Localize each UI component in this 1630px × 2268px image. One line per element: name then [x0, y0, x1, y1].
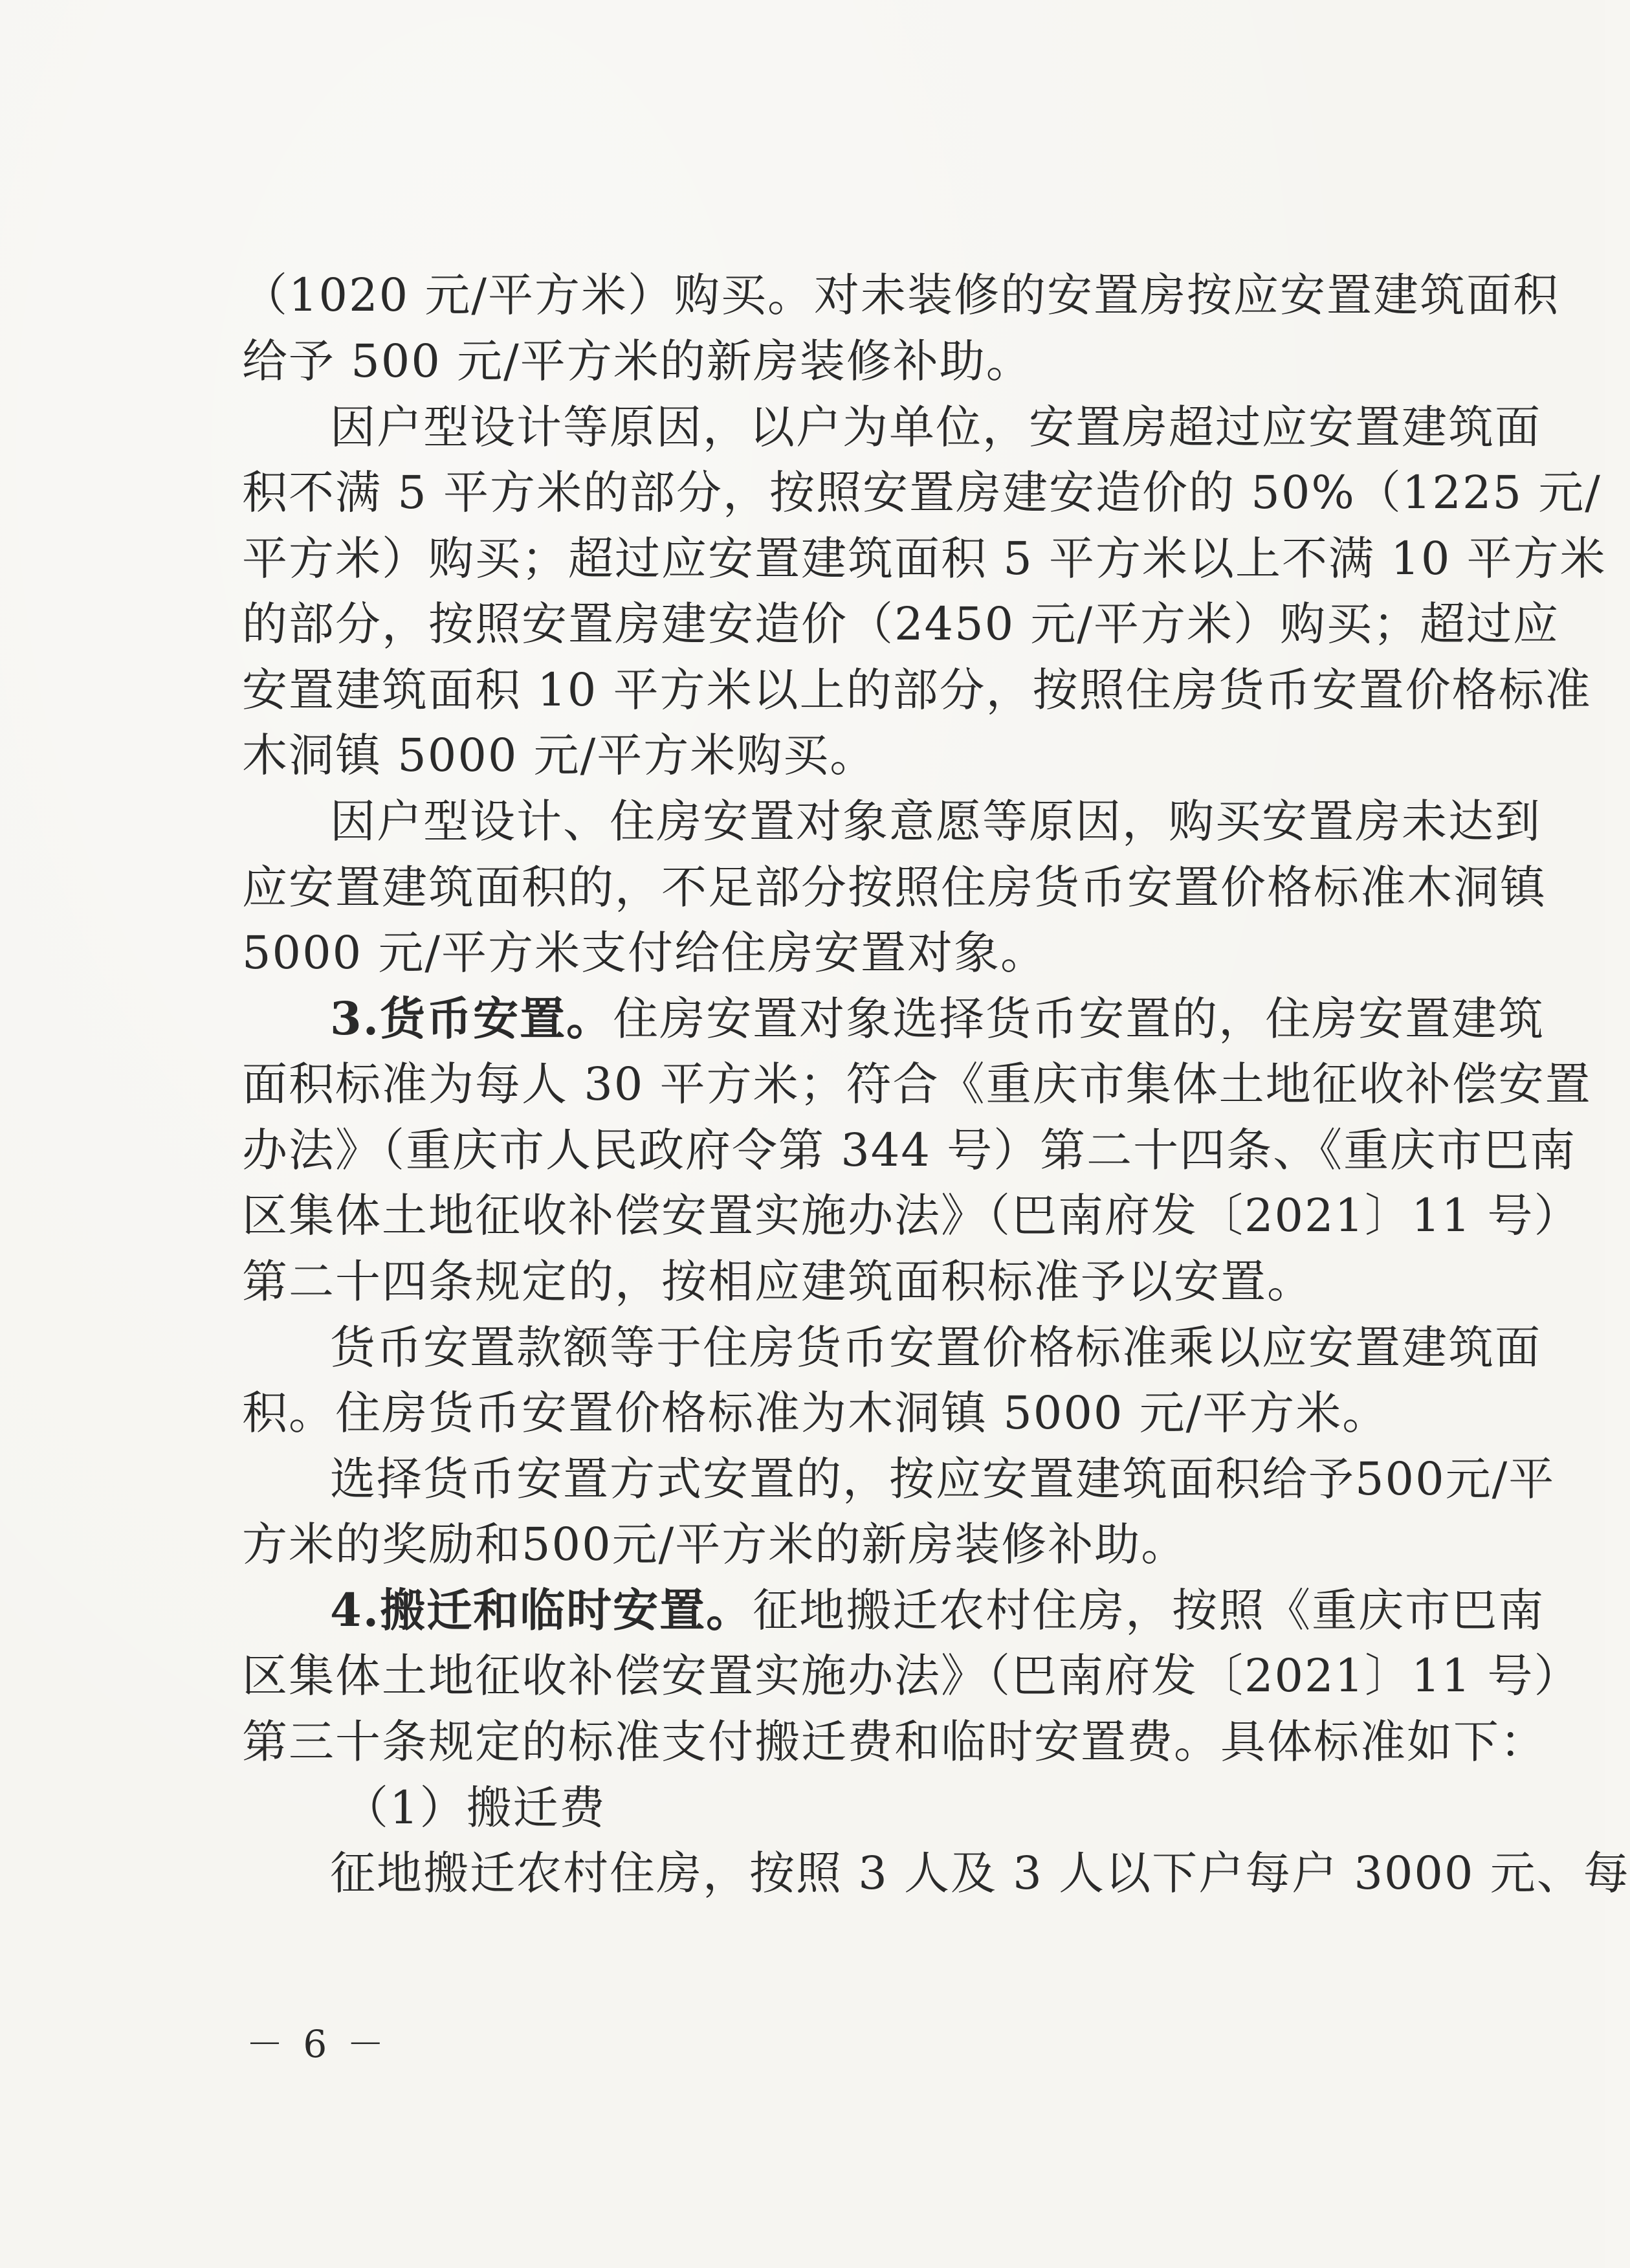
text-run: 征地搬迁农村住房，按照《重庆市巴南 — [753, 1584, 1545, 1637]
text-run: 住房安置对象选择货币安置的，住房安置建筑 — [613, 992, 1545, 1045]
text-line: 区集体土地征收补偿安置实施办法》（巴南府发〔2021〕11 号） — [242, 1189, 1581, 1242]
text-line: 区集体土地征收补偿安置实施办法》（巴南府发〔2021〕11 号） — [242, 1649, 1581, 1702]
text-line: 第三十条规定的标准支付搬迁费和临时安置费。具体标准如下： — [242, 1715, 1547, 1768]
text-line: （1020 元/平方米）购买。对未装修的安置房按应安置建筑面积 — [242, 269, 1559, 322]
text-line: 给予 500 元/平方米的新房装修补助。 — [242, 335, 1033, 388]
text-line: 安置建筑面积 10 平方米以上的部分，按照住房货币安置价格标准 — [242, 663, 1592, 717]
subheading-line: （1）搬迁费 — [343, 1781, 606, 1834]
paragraph-first-line: 因户型设计等原因，以户为单位，安置房超过应安置建筑面 — [330, 401, 1541, 454]
text-line: 应安置建筑面积的，不足部分按照住房货币安置价格标准木洞镇 — [242, 861, 1547, 914]
paragraph-first-line: 征地搬迁农村住房，按照 3 人及 3 人以下户每户 3000 元、每 — [330, 1847, 1630, 1900]
paragraph-first-line: 选择货币安置方式安置的，按应安置建筑面积给予500元/平 — [330, 1452, 1556, 1506]
text-line: 办法》（重庆市人民政府令第 344 号）第二十四条、《重庆市巴南 — [242, 1124, 1577, 1177]
text-line: 面积标准为每人 30 平方米；符合《重庆市集体土地征收补偿安置 — [242, 1058, 1592, 1111]
text-line: 方米的奖励和500元/平方米的新房装修补助。 — [242, 1518, 1188, 1571]
text-line: 木洞镇 5000 元/平方米购买。 — [242, 729, 877, 782]
page-number: － 6 － — [246, 2022, 388, 2066]
text-line: 积。住房货币安置价格标准为木洞镇 5000 元/平方米。 — [242, 1386, 1389, 1440]
text-line: 平方米）购买；超过应安置建筑面积 5 平方米以上不满 10 平方米 — [242, 532, 1607, 585]
text-line: 的部分，按照安置房建安造价（2450 元/平方米）购买；超过应 — [242, 597, 1559, 650]
paragraph-first-line: 因户型设计、住房安置对象意愿等原因，购买安置房未达到 — [330, 795, 1541, 848]
text-line: 第二十四条规定的，按相应建筑面积标准予以安置。 — [242, 1255, 1314, 1308]
paragraph-first-line: 货币安置款额等于住房货币安置价格标准乘以应安置建筑面 — [330, 1321, 1541, 1374]
section-heading-relocation: 4.搬迁和临时安置。 — [330, 1583, 753, 1637]
section-heading-currency: 3.货币安置。 — [330, 992, 613, 1045]
text-line: 积不满 5 平方米的部分，按照安置房建安造价的 50%（1225 元/ — [242, 466, 1602, 519]
text-line: 5000 元/平方米支付给住房安置对象。 — [242, 926, 1047, 979]
